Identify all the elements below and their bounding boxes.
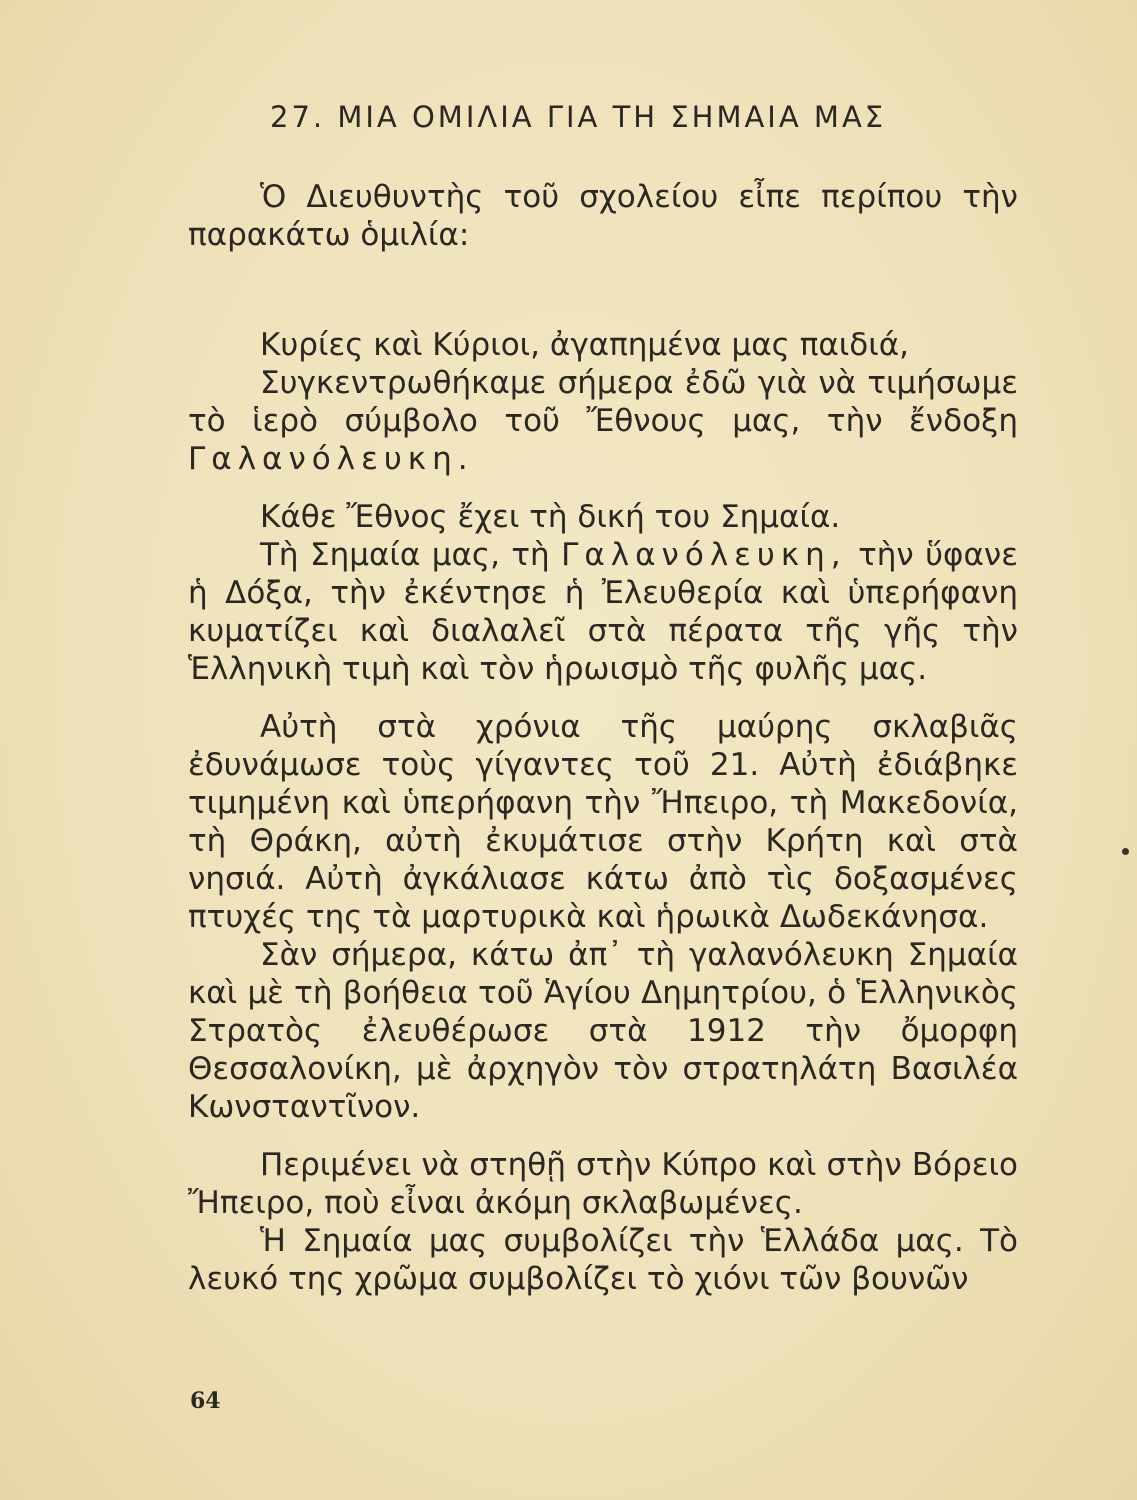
paragraph-1-text: Συγκεντρωθήκαμε σήμερα ἐδῶ γιὰ νὰ τιμήσωμε τὸ ἱερὸ σύμβολο τοῦ Ἔθνους μας, τὴν ἔνδοξη <box>188 365 1018 439</box>
paragraph-2: Κάθε Ἔθνος ἔχει τὴ δική του Σημαία. <box>260 499 841 535</box>
paragraph-5: Σὰν σήμερα, κάτω ἀπ᾽ τὴ γαλανόλευκη Σημαία καὶ μὲ τὴ βοήθεια τοῦ Ἁγίου Δημητρίου, ὁ Ἑλληνικὸς Στρατὸς ἐλευθέρωσε στὰ 1912 τὴν ὄμορφη Θεσσαλονίκη, μὲ ἀρχηγὸν τὸν στρατηλάτη Βασιλέα Κωνσταντῖνον. <box>188 937 1018 1125</box>
paragraph-6: Περιμένει νὰ στηθῇ στὴν Κύπρο καὶ στὴν Βόρειο Ἤπειρο, ποὺ εἶναι ἀκόμη σκλαβωμένες. <box>188 1147 1018 1221</box>
paragraph-7: Ἡ Σημαία μας συμβολίζει τὴν Ἑλλάδα μας. Τὸ λευκό της χρῶμα συμβολίζει τὸ χιόνι τῶν βουνῶν <box>188 1223 1018 1297</box>
greeting-line: Κυρίες καὶ Κύριοι, ἀγαπημένα μας παιδιά, <box>260 327 910 363</box>
paragraph-1-spaced: Γαλανόλευκη. <box>188 441 474 477</box>
ink-speck <box>1122 848 1129 855</box>
paragraph-3-spaced: Γαλανόλευκη, <box>561 537 847 573</box>
paragraph-4: Αὐτὴ στὰ χρόνια τῆς μαύρης σκλαβιᾶς ἐδυνάμωσε τοὺς γίγαντες τοῦ 21. Αὐτὴ ἐδιάβηκε τιμημένη καὶ ὑπερήφανη τὴν Ἤπειρο, τὴ Μακεδονία, τὴ Θράκη, αὐτὴ ἐκυμάτισε στὴν Κρήτη καὶ στὰ νησιά. Αὐτὴ ἀγκάλιασε κάτω ἀπὸ τὶς δοξασμένες πτυχές της τὰ μαρτυρικὰ καὶ ἡρωικὰ Δωδεκάνησα. <box>188 709 1018 935</box>
paragraph-3 <box>188 536 1018 688</box>
body-text <box>188 178 1018 1298</box>
paragraph-3-start: Τὴ Σημαία μας, τὴ <box>260 537 562 573</box>
chapter-title: 27. ΜΙΑ ΟΜΙΛΙΑ ΓΙΑ ΤΗ ΣΗΜΑΙΑ ΜΑΣ <box>270 100 887 134</box>
intro-paragraph: Ὁ Διευθυντὴς τοῦ σχολείου εἶπε περίπου τὴν παρακάτω ὁμιλία: <box>188 179 1018 253</box>
paragraph-1 <box>188 364 1018 478</box>
paragraph-3-rest: τὴν ὕφανε ἡ Δόξα, τὴν ἐκέντησε ἡ Ἐλευθερία καὶ ὑπερήφανη κυματίζει καὶ διαλαλεῖ στὰ πέρατα τῆς γῆς τὴν Ἑλληνικὴ τιμὴ καὶ τὸν ἡρωισμὸ τῆς φυλῆς μας. <box>188 537 1018 687</box>
page-number: 64 <box>190 1388 221 1414</box>
